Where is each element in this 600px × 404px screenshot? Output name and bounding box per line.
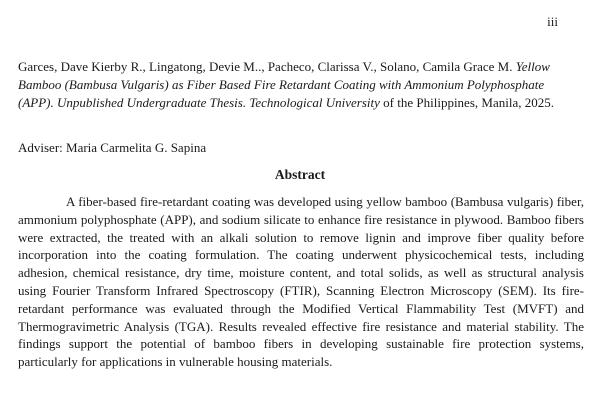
page-number: iii — [547, 14, 558, 29]
abstract-heading: Abstract — [274, 167, 326, 182]
citation — [18, 58, 578, 112]
abstract-body: A fiber-based fire-retardant coating was developed using yellow bamboo (Bambusa vulgaris) fiber, ammonium polyphosphate (APP), and sodium silicate to enhance fire resistance in plywood. Bamboo fibers were extracted, the treated with an alkali solution to remove lignin and improve fiber quality before incorporation into the coating formulation. The coating underwent physicochemical tests, including adhesion, chemical resistance, dry time, moisture content, and total solids, as well as structural analysis using Fourier Transform Infrared Spectroscopy (FTIR), Scanning Electron Microscopy (SEM). Its fire-retardant performance was evaluated through the Modified Vertical Flammability Test (MVFT) and Thermogravimetric Analysis (TGA). Results revealed effective fire resistance and material stability. The findings support the potential of bamboo fibers in developing sustainable fire protection systems, particularly for applications in vulnerable housing materials. — [18, 194, 584, 370]
adviser: Adviser: Maria Carmelita G. Sapina — [18, 140, 207, 155]
citation-title: Yellow Bamboo (Bambusa Vulgaris) as Fiber Based Fire Retardant Coating with Ammonium Polyphosphate (APP). Unpublished Undergraduate Thesis. Technological University — [18, 59, 550, 110]
citation-authors: Garces, Dave Kierby R., Lingatong, Devie M.., Pacheco, Clarissa V., Solano, Camila Grace M. — [18, 59, 513, 74]
citation-publisher: of the Philippines, Manila, 2025. — [383, 95, 554, 110]
